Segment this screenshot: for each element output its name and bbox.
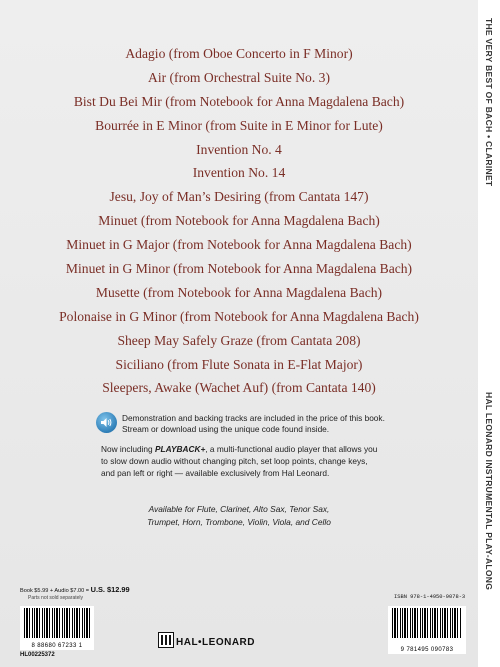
song-title: Jesu, Joy of Man’s Desiring (from Cantata 147)	[109, 189, 369, 205]
song-title: Sleepers, Awake (Wachet Auf) (from Cantata 140)	[102, 380, 376, 396]
song-title: Bourrée in E Minor (from Suite in E Minor for Lute)	[95, 117, 383, 133]
spine-title: THE VERY BEST OF BACH • CLARINET	[484, 18, 494, 187]
barcode-bars	[24, 608, 90, 638]
barcode-digits: 9 781495 090783	[400, 647, 454, 653]
audio-notice-line: Stream or download using the unique code found inside.	[122, 424, 330, 434]
price-total: U.S. $12.99	[90, 585, 130, 594]
song-title: Sheep May Safely Graze (from Cantata 208)	[117, 332, 361, 348]
song-title: Minuet (from Notebook for Anna Magdalena Bach)	[98, 213, 380, 229]
barcode-digits: 8 88680 67233 1	[31, 643, 83, 649]
price	[20, 585, 130, 594]
playback-prefix: Now including	[101, 444, 155, 454]
playback-brand: PLAYBACK+	[154, 444, 206, 454]
barcode-bars	[392, 608, 462, 638]
song-title: Invention No. 14	[192, 165, 286, 181]
song-title: Polonaise in G Minor (from Notebook for Anna Magdalena Bach)	[59, 308, 419, 324]
song-title: Minuet in G Minor (from Notebook for Anna Magdalena Bach)	[65, 261, 413, 277]
audio-notice-line: Demonstration and backing tracks are included in the price of this book.	[122, 413, 385, 423]
hal-leonard-logo-icon	[158, 632, 174, 648]
song-title: Musette (from Notebook for Anna Magdalena Bach)	[95, 284, 383, 300]
isbn-barcode	[388, 606, 466, 654]
song-list	[0, 42, 478, 400]
price-breakdown: Book $5.99 + Audio $7.00 =	[20, 588, 91, 594]
song-title: Siciliano (from Flute Sonata in E-Flat Major)	[115, 356, 363, 372]
song-title: Minuet in G Major (from Notebook for Anna Magdalena Bach)	[66, 237, 412, 253]
product-code: HL00225372	[20, 652, 55, 658]
playback-text: and pan left or right — available exclusively from Hal Leonard.	[101, 468, 330, 478]
publisher-name: HAL•LEONARD	[176, 637, 255, 648]
playback-description	[101, 444, 377, 454]
availability-line: Trumpet, Horn, Trombone, Violin, Viola, and Cello	[147, 517, 331, 527]
song-title: Air (from Orchestral Suite No. 3)	[148, 69, 330, 85]
song-title: Invention No. 4	[196, 141, 282, 157]
playback-text: to slow down audio without changing pitch, set loop points, change keys,	[101, 456, 368, 466]
speaker-icon	[96, 412, 117, 433]
spine-series: HAL LEONARD INSTRUMENTAL PLAY-ALONG	[484, 392, 494, 591]
song-title: Adagio (from Oboe Concerto in F Minor)	[125, 46, 353, 61]
isbn: ISBN 978-1-4950-9078-3	[394, 594, 466, 600]
availability-line: Available for Flute, Clarinet, Alto Sax, Tenor Sax,	[148, 504, 330, 514]
song-title: Bist Du Bei Mir (from Notebook for Anna Magdalena Bach)	[73, 93, 405, 109]
price-note: Parts not sold separately	[28, 595, 84, 601]
playback-text: , a multi-functional audio player that allows you	[205, 444, 378, 454]
upc-barcode	[20, 606, 94, 650]
